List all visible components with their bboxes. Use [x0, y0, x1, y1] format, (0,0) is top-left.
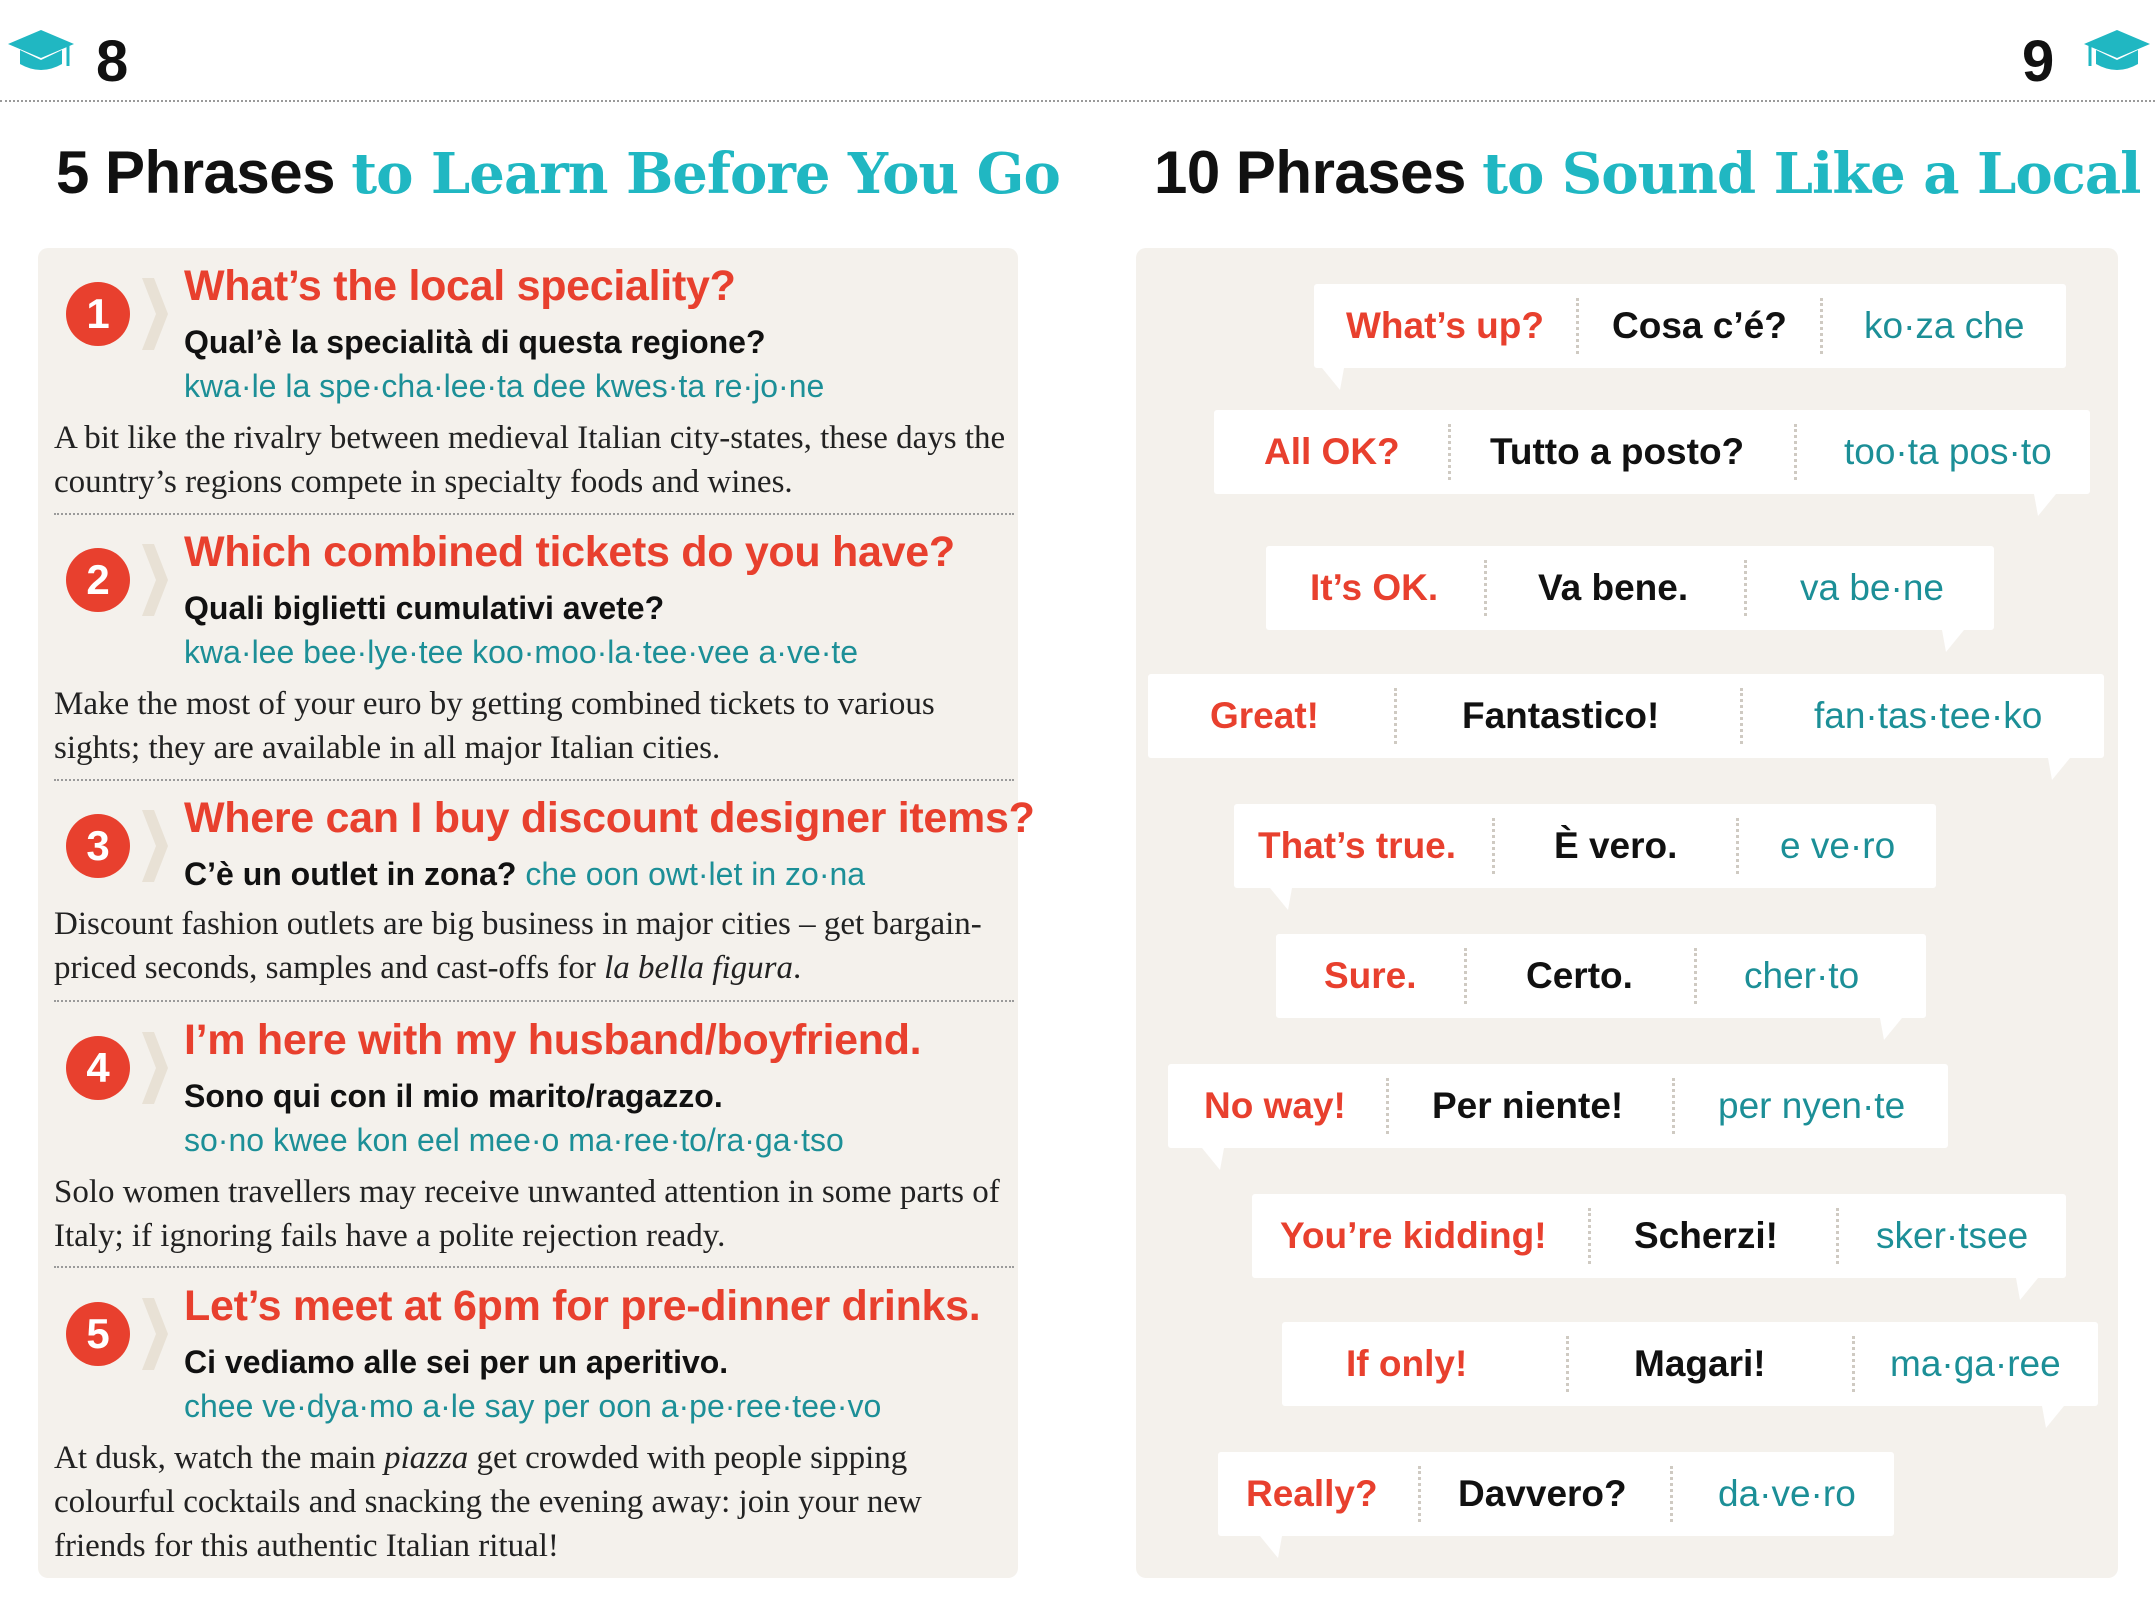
bubble-divider: [1672, 1078, 1675, 1134]
bubble-pronunciation: e ve·ro: [1780, 825, 1896, 866]
phrase-english: What’s the local speciality?: [184, 262, 736, 310]
bubble-tail: [1260, 1536, 1282, 1558]
header-divider: [0, 100, 2155, 102]
bubble-divider: [1484, 560, 1487, 616]
phrase-bubble: [1234, 804, 1936, 888]
bubble-pronunciation: cher·to: [1744, 955, 1860, 996]
bubble-english: All OK?: [1264, 431, 1400, 472]
page-number-left: 8: [96, 29, 129, 94]
learn-before-you-go-panel: [38, 248, 1035, 1578]
bubble-tail: [2034, 494, 2056, 516]
bubble-english: Sure.: [1324, 955, 1417, 996]
phrase-pronunciation: kwa·le la spe·cha·lee·ta dee kwes·ta re·jo·ne: [184, 368, 825, 404]
phrase-italian: C’è un outlet in zona?: [184, 856, 517, 892]
bubble-tail: [1880, 1018, 1902, 1040]
bubble-divider: [1820, 298, 1823, 354]
bubble-tail: [1942, 630, 1964, 652]
left-page-heading: [56, 138, 1060, 207]
phrase-italian: Qual’è la specialità di questa regione?: [184, 324, 766, 360]
bubble-pronunciation: sker·tsee: [1876, 1215, 2029, 1256]
bubble-english: You’re kidding!: [1280, 1215, 1547, 1256]
bubble-italian: Tutto a posto?: [1490, 431, 1745, 472]
phrase-description: [54, 902, 1014, 990]
bubble-tail: [2048, 758, 2070, 780]
phrase-bubble: [1266, 546, 1994, 630]
phrase-bubble: [1282, 1322, 2098, 1406]
phrase-description: [54, 1436, 1014, 1568]
phrase-english: Let’s meet at 6pm for pre-dinner drinks.: [184, 1282, 981, 1330]
phrase-bubble: [1168, 1064, 1948, 1148]
chevron-right-icon: [140, 276, 170, 352]
bubble-divider: [1744, 560, 1747, 616]
bubble-pronunciation: da·ve·ro: [1718, 1473, 1856, 1514]
phrase-english: I’m here with my husband/boyfriend.: [184, 1016, 922, 1064]
description-text-end: get crowded with people sipping colourful cocktails and snacking the evening away: join your new friends for this authentic Italian ritual!: [54, 1440, 922, 1564]
right-heading-accent: to Sound Like a Local: [1482, 141, 2141, 207]
bubble-italian: È vero.: [1554, 825, 1678, 866]
bubble-divider: [1694, 948, 1697, 1004]
bubble-italian: Magari!: [1634, 1343, 1766, 1384]
bubble-divider: [1386, 1078, 1389, 1134]
bubble-divider: [1394, 688, 1397, 744]
phrase-number-badge: 3: [66, 814, 130, 878]
chevron-right-icon: [140, 542, 170, 618]
phrase-bubble: [1252, 1194, 2066, 1278]
bubble-italian: Fantastico!: [1462, 695, 1660, 736]
phrase-pronunciation: chee ve·dya·mo a·le say per oon a·pe·ree·tee·vo: [184, 1388, 882, 1424]
bubble-pronunciation: too·ta pos·to: [1844, 431, 2052, 472]
bubble-english: Really?: [1246, 1473, 1378, 1514]
description-text: At dusk, watch the main: [54, 1440, 384, 1476]
bubble-tail: [1270, 888, 1292, 910]
bubble-pronunciation: va be·ne: [1800, 567, 1944, 608]
bubble-divider: [1740, 688, 1743, 744]
bubble-pronunciation: per nyen·te: [1718, 1085, 1906, 1126]
phrase-separator: [54, 779, 1014, 781]
bubble-tail: [1202, 1148, 1224, 1170]
bubble-divider: [1576, 298, 1579, 354]
bubble-divider: [1852, 1336, 1855, 1392]
bubble-english: It’s OK.: [1310, 567, 1439, 608]
bubble-divider: [1794, 424, 1797, 480]
description-text-end: .: [792, 950, 802, 986]
phrase-number-badge: 2: [66, 548, 130, 612]
bubble-italian: Cosa c’é?: [1612, 305, 1787, 346]
chevron-right-icon: [140, 1030, 170, 1106]
bubble-divider: [1566, 1336, 1569, 1392]
phrase-bubble: [1214, 410, 2090, 494]
phrase-number-badge: 1: [66, 282, 130, 346]
bubble-english: Great!: [1210, 695, 1319, 736]
bubble-divider: [1736, 818, 1739, 874]
bubble-italian: Scherzi!: [1634, 1215, 1778, 1256]
phrase-english: Which combined tickets do you have?: [184, 528, 955, 576]
bubble-divider: [1464, 948, 1467, 1004]
bubble-tail: [1322, 368, 1344, 390]
description-text: Discount fashion outlets are big business in major cities – get bargain-priced seconds, samples and cast-offs for: [54, 906, 982, 986]
bubble-divider: [1836, 1208, 1839, 1264]
bubble-divider: [1448, 424, 1451, 480]
chevron-right-icon: [140, 1296, 170, 1372]
page-number-right: 9: [2022, 29, 2055, 94]
bubble-italian: Certo.: [1526, 955, 1633, 996]
phrase-number-badge: 4: [66, 1036, 130, 1100]
phrase-description: Solo women travellers may receive unwanted attention in some parts of Italy; if ignoring fails have a polite rejection ready.: [54, 1174, 1000, 1254]
bubble-tail: [2016, 1278, 2038, 1300]
phrase-description: A bit like the rivalry between medieval Italian city-states, these days the country’s regions compete in specialty foods and wines.: [54, 420, 1006, 500]
bubble-italian: Davvero?: [1458, 1473, 1627, 1514]
left-heading-strong: 5 Phrases: [56, 139, 336, 206]
bubble-divider: [1588, 1208, 1591, 1264]
phrase-pronunciation: so·no kwee kon eel mee·o ma·ree·to/ra·ga·tso: [184, 1122, 844, 1158]
bubble-english: That’s true.: [1258, 825, 1457, 866]
bubble-divider: [1670, 1466, 1673, 1522]
chevron-right-icon: [140, 808, 170, 884]
phrase-bubble: [1218, 1452, 1894, 1536]
phrase-description: Make the most of your euro by getting combined tickets to various sights; they are available in all major Italian cities.: [54, 686, 935, 766]
phrase-bubble: [1314, 284, 2066, 368]
phrase-pronunciation: che oon owt·let in zo·na: [525, 856, 866, 892]
bubble-pronunciation: ma·ga·ree: [1890, 1343, 2061, 1384]
bubble-tail: [2042, 1406, 2064, 1428]
bubble-english: If only!: [1346, 1343, 1468, 1384]
phrase-italian: Ci vediamo alle sei per un aperitivo.: [184, 1344, 729, 1380]
phrase-number-badge: 5: [66, 1302, 130, 1366]
phrase-bubble: [1276, 934, 1926, 1018]
phrase-separator: [54, 1266, 1014, 1268]
bubble-english: No way!: [1204, 1085, 1346, 1126]
left-heading-accent: to Learn Before You Go: [351, 141, 1060, 207]
description-italic: piazza: [383, 1440, 469, 1476]
phrase-separator: [54, 1000, 1014, 1002]
bubble-pronunciation: ko·za che: [1864, 305, 2025, 346]
phrase-separator: [54, 513, 1014, 515]
bubble-divider: [1492, 818, 1495, 874]
graduation-cap-icon: [6, 26, 76, 78]
right-heading-strong: 10 Phrases: [1154, 139, 1466, 206]
bubble-pronunciation: fan·tas·tee·ko: [1814, 695, 2043, 736]
bubble-italian: Per niente!: [1432, 1085, 1624, 1126]
graduation-cap-icon: [2082, 26, 2152, 78]
bubble-italian: Va bene.: [1538, 567, 1689, 608]
description-italic: la bella figura: [604, 950, 793, 986]
right-page-heading: [1154, 138, 2140, 207]
phrase-italian: Sono qui con il mio marito/ragazzo.: [184, 1078, 723, 1114]
phrase-pronunciation: kwa·lee bee·lye·tee koo·moo·la·tee·vee a·ve·te: [184, 634, 859, 670]
bubble-english: What’s up?: [1346, 305, 1544, 346]
phrase-italian-line: [184, 856, 865, 893]
phrase-bubble: [1148, 674, 2104, 758]
bubble-divider: [1418, 1466, 1421, 1522]
phrase-italian: Quali biglietti cumulativi avete?: [184, 590, 665, 626]
phrase-english: Where can I buy discount designer items?: [184, 794, 1035, 842]
